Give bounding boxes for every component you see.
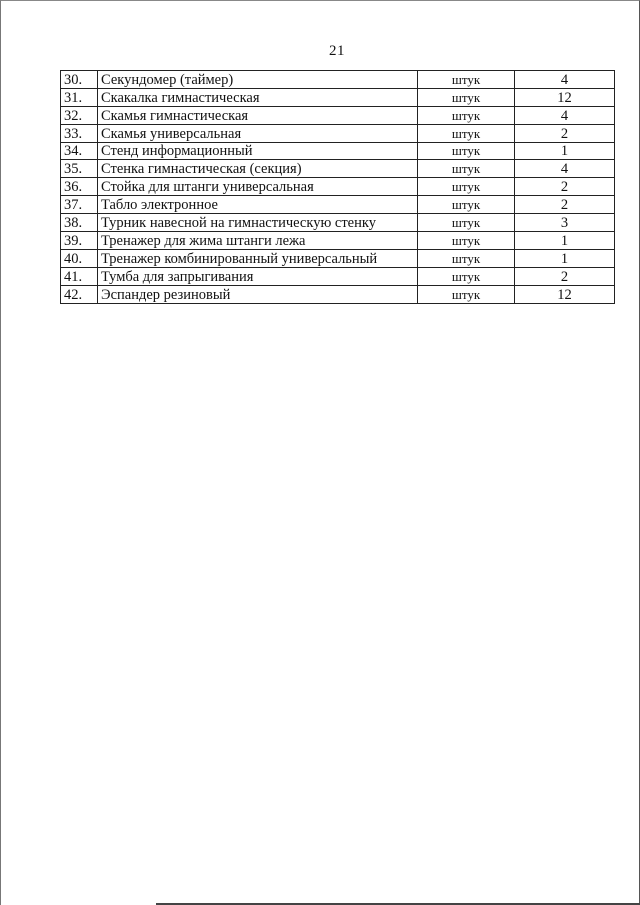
table-row xyxy=(61,160,615,178)
table-row xyxy=(61,178,615,196)
table-body xyxy=(61,71,615,304)
row-number: 41. xyxy=(61,267,98,285)
item-name: Стенка гимнастическая (секция) xyxy=(98,160,418,178)
item-name: Скакалка гимнастическая xyxy=(98,88,418,106)
item-unit: штук xyxy=(418,249,515,267)
item-quantity: 12 xyxy=(515,88,615,106)
item-name: Стойка для штанги универсальная xyxy=(98,178,418,196)
row-number: 35. xyxy=(61,160,98,178)
table-row xyxy=(61,249,615,267)
item-quantity: 1 xyxy=(515,249,615,267)
row-number: 38. xyxy=(61,214,98,232)
row-number: 36. xyxy=(61,178,98,196)
equipment-table xyxy=(60,70,615,304)
item-unit: штук xyxy=(418,160,515,178)
item-name: Тренажер для жима штанги лежа xyxy=(98,232,418,250)
item-quantity: 4 xyxy=(515,71,615,89)
item-unit: штук xyxy=(418,196,515,214)
item-name: Скамья гимнастическая xyxy=(98,106,418,124)
item-unit: штук xyxy=(418,106,515,124)
row-number: 37. xyxy=(61,196,98,214)
row-number: 33. xyxy=(61,124,98,142)
item-name: Тумба для запрыгивания xyxy=(98,267,418,285)
item-unit: штук xyxy=(418,71,515,89)
item-unit: штук xyxy=(418,214,515,232)
item-name: Тренажер комбинированный универсальный xyxy=(98,249,418,267)
item-unit: штук xyxy=(418,124,515,142)
row-number: 32. xyxy=(61,106,98,124)
table-row xyxy=(61,106,615,124)
item-quantity: 1 xyxy=(515,232,615,250)
table-row xyxy=(61,214,615,232)
item-name: Турник навесной на гимнастическую стенку xyxy=(98,214,418,232)
item-name: Эспандер резиновый xyxy=(98,285,418,303)
item-unit: штук xyxy=(418,232,515,250)
item-quantity: 3 xyxy=(515,214,615,232)
row-number: 39. xyxy=(61,232,98,250)
table-row xyxy=(61,124,615,142)
item-name: Табло электронное xyxy=(98,196,418,214)
item-unit: штук xyxy=(418,88,515,106)
table-row xyxy=(61,285,615,303)
item-unit: штук xyxy=(418,267,515,285)
item-quantity: 4 xyxy=(515,160,615,178)
row-number: 30. xyxy=(61,71,98,89)
row-number: 42. xyxy=(61,285,98,303)
table-row xyxy=(61,232,615,250)
page-number: 21 xyxy=(329,43,345,59)
row-number: 34. xyxy=(61,142,98,160)
table-row xyxy=(61,267,615,285)
item-quantity: 4 xyxy=(515,106,615,124)
table-row xyxy=(61,142,615,160)
item-unit: штук xyxy=(418,142,515,160)
item-quantity: 2 xyxy=(515,267,615,285)
item-name: Секундомер (таймер) xyxy=(98,71,418,89)
item-name: Скамья универсальная xyxy=(98,124,418,142)
item-quantity: 2 xyxy=(515,196,615,214)
item-unit: штук xyxy=(418,285,515,303)
row-number: 40. xyxy=(61,249,98,267)
item-quantity: 12 xyxy=(515,285,615,303)
item-unit: штук xyxy=(418,178,515,196)
row-number: 31. xyxy=(61,88,98,106)
table-row xyxy=(61,196,615,214)
table-row xyxy=(61,88,615,106)
item-name: Стенд информационный xyxy=(98,142,418,160)
table-row xyxy=(61,71,615,89)
item-quantity: 2 xyxy=(515,124,615,142)
item-quantity: 1 xyxy=(515,142,615,160)
item-quantity: 2 xyxy=(515,178,615,196)
